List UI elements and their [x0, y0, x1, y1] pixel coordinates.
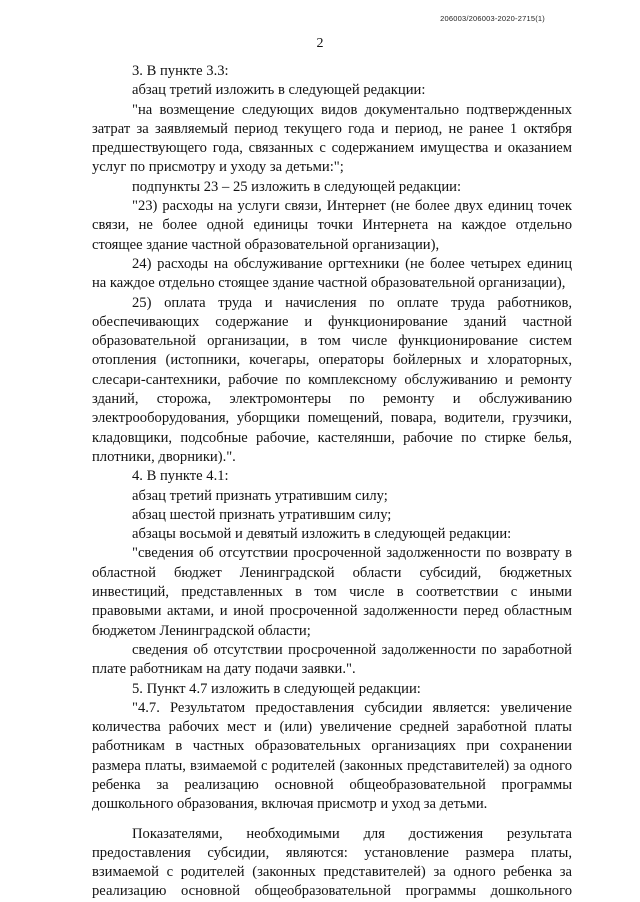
- paragraph: абзац третий изложить в следующей редакции:: [132, 82, 426, 99]
- item-4-heading: 4. В пункте 4.1:: [132, 468, 229, 485]
- item-3-heading: 3. В пункте 3.3:: [132, 63, 229, 79]
- subitem-25: 25) оплата труда и начисления по оплате труда работников, обеспечивающих содержание и функционирование зданий частной образовательной организации, в том числе функционирование систем отопления (истопники, кочегары, операторы бойлерных и хлораторных, слесари-сантехники, рабочие по комплексному обслуживанию и ремонту зданий, сторожа, электромонтеры по ремонту и обслуживанию электрооборудования, уборщики помещений, повара, водители, грузчики, кладовщики, подсобные рабочие, кастелянши, рабочие по стирке белья, плотники, дворники).".: [92, 294, 572, 465]
- subitem-23: "23) расходы на услуги связи, Интернет (не более двух единиц точек связи, не более одной единицы точки Интернета на каждое отдельно стоящее здание частной образовательной организации),: [92, 198, 572, 253]
- paragraph: абзацы восьмой и девятый изложить в следующей редакции:: [132, 526, 512, 543]
- paragraph: подпункты 23 – 25 изложить в следующей редакции:: [132, 178, 461, 195]
- paragraph: "4.7. Результатом предоставления субсидии является: увеличение количества рабочих мест и (или) увеличение средней заработной платы работникам в частных образовательных организациях при сохранении размера платы, взимаемой с родителей (законных представителей) за одного ребенка за реализацию основной общеобразовательной программы дошкольного образования, включая присмотр и уход за детьми.: [92, 699, 572, 813]
- paragraph: абзац третий признать утратившим силу;: [132, 487, 388, 504]
- item-5-heading: 5. Пункт 4.7 изложить в следующей редакции:: [132, 680, 421, 697]
- paragraph: абзац шестой признать утратившим силу;: [132, 506, 392, 523]
- paragraph: "сведения об отсутствии просроченной задолженности по возврату в областной бюджет Ленинградской области субсидий, бюджетных инвестиций, представленных в том числе в соответствии с иными правовыми актами, и иной просроченной задолженности перед областным бюджетом Ленинградской области;: [92, 545, 572, 639]
- paragraph: "на возмещение следующих видов документально подтвержденных затрат за заявляемый период текущего года и период, не ранее 1 октября предшествующего года, связанных с содержанием имущества и оказанием услуг по присмотру и уходу за детьми:";: [92, 101, 572, 176]
- document-body: [92, 62, 572, 902]
- page-number: 2: [316, 36, 324, 51]
- paragraph: сведения об отсутствии просроченной задолженности по заработной плате работникам на дату подачи заявки.".: [92, 641, 572, 678]
- paragraph: Показателями, необходимыми для достижения результата предоставления субсидии, являются: установление размера платы, взимаемой с родителей (законных представителей) за одного ребенка за реализацию основной общеобразовательной программы дошкольного: [92, 825, 572, 900]
- subitem-24: 24) расходы на обслуживание оргтехники (не более четырех единиц на каждое отдельно стоящее здание частной образовательной организации),: [92, 255, 572, 292]
- document-id: 206003/206003-2020-2715(1): [440, 14, 545, 23]
